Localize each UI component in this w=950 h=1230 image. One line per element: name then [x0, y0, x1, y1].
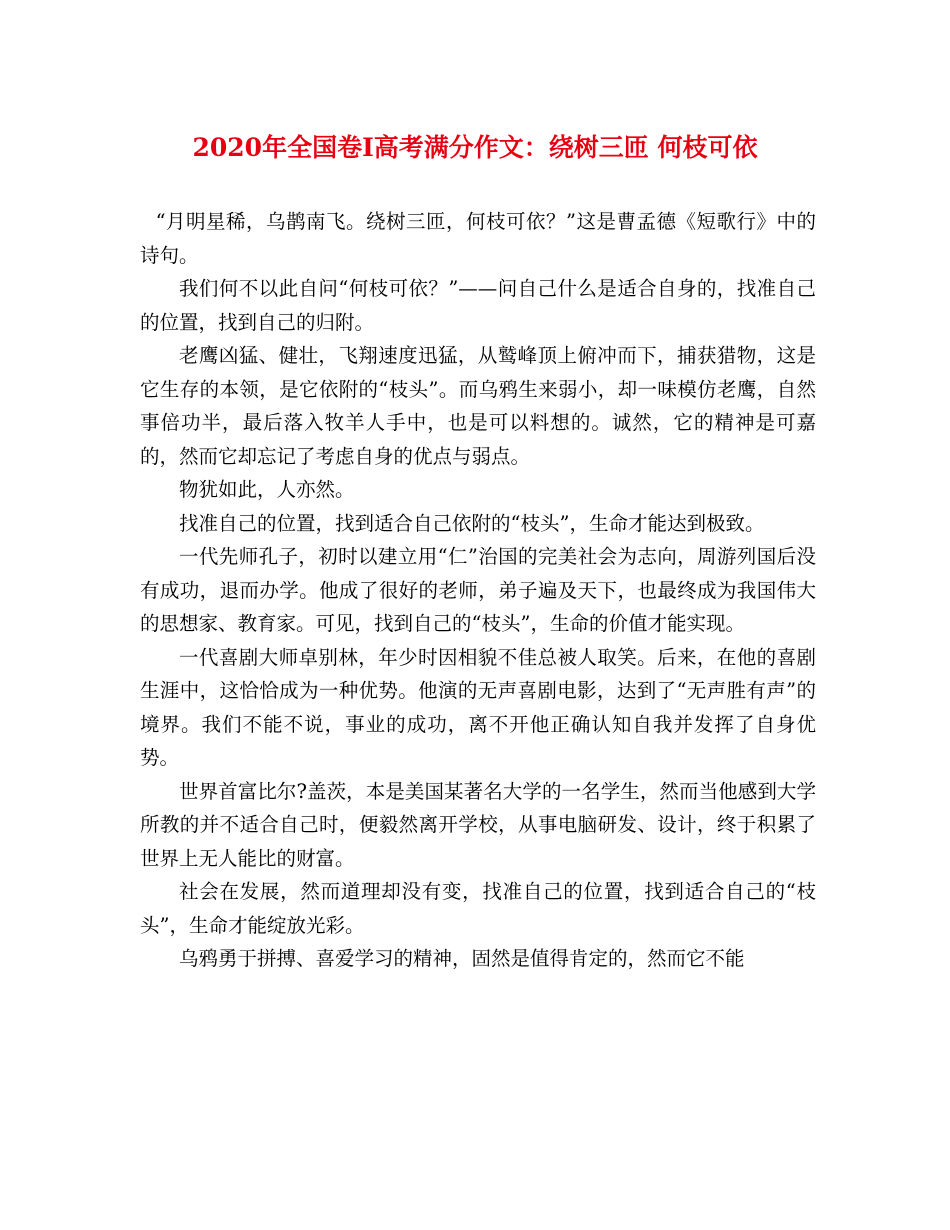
- paragraph: “月明星稀，乌鹊南飞。绕树三匝，何枝可依？”这是曹孟德《短歌行》中的诗句。: [140, 210, 816, 267]
- document-body: [140, 205, 816, 976]
- paragraph: 一代先师孔子，初时以建立用“仁”治国的完美社会为志向，周游列国后没有成功，退而办学。他成了很好的老师，弟子遍及天下，也最终成为我国伟大的思想家、教育家。可见，找到自己的“枝头”，生命的价值才能实现。: [140, 545, 816, 635]
- paragraph: 一代喜剧大师卓别林，年少时因相貌不佳总被人取笑。后来，在他的喜剧生涯中，这恰恰成为一种优势。他演的无声喜剧电影，达到了“无声胜有声”的境界。我们不能不说，事业的成功，离不开他正确认知自我并发挥了自身优势。: [140, 645, 816, 769]
- paragraph: 乌鸦勇于拼搏、喜爱学习的精神，固然是值得肯定的，然而它不能: [179, 947, 745, 970]
- paragraph: 我们何不以此自问“何枝可依？”——问自己什么是适合自身的，找准自己的位置，找到自己的归附。: [140, 277, 816, 334]
- document-title: 2020年全国卷Ⅰ高考满分作文：绕树三匝 何枝可依: [192, 133, 758, 162]
- paragraph: 物犹如此，人亦然。: [179, 478, 355, 501]
- paragraph: 找准自己的位置，找到适合自己依附的“枝头”，生命才能达到极致。: [179, 511, 765, 535]
- paragraph: 社会在发展，然而道理却没有变，找准自己的位置，找到适合自己的“枝头”，生命才能绽放光彩。: [140, 880, 816, 937]
- paragraph: 老鹰凶猛、健壮，飞翔速度迅猛，从鹫峰顶上俯冲而下，捕获猎物，这是它生存的本领，是它依附的“枝头”。而乌鸦生来弱小，却一味模仿老鹰，自然事倍功半，最后落入牧羊人手中，也是可以料想的。诚然，它的精神是可嘉的，然而它却忘记了考虑自身的优点与弱点。: [140, 344, 816, 468]
- paragraph: 世界首富比尔?盖茨，本是美国某著名大学的一名学生，然而当他感到大学所教的并不适合自己时，便毅然离开学校，从事电脑研发、设计，终于积累了世界上无人能比的财富。: [140, 779, 816, 870]
